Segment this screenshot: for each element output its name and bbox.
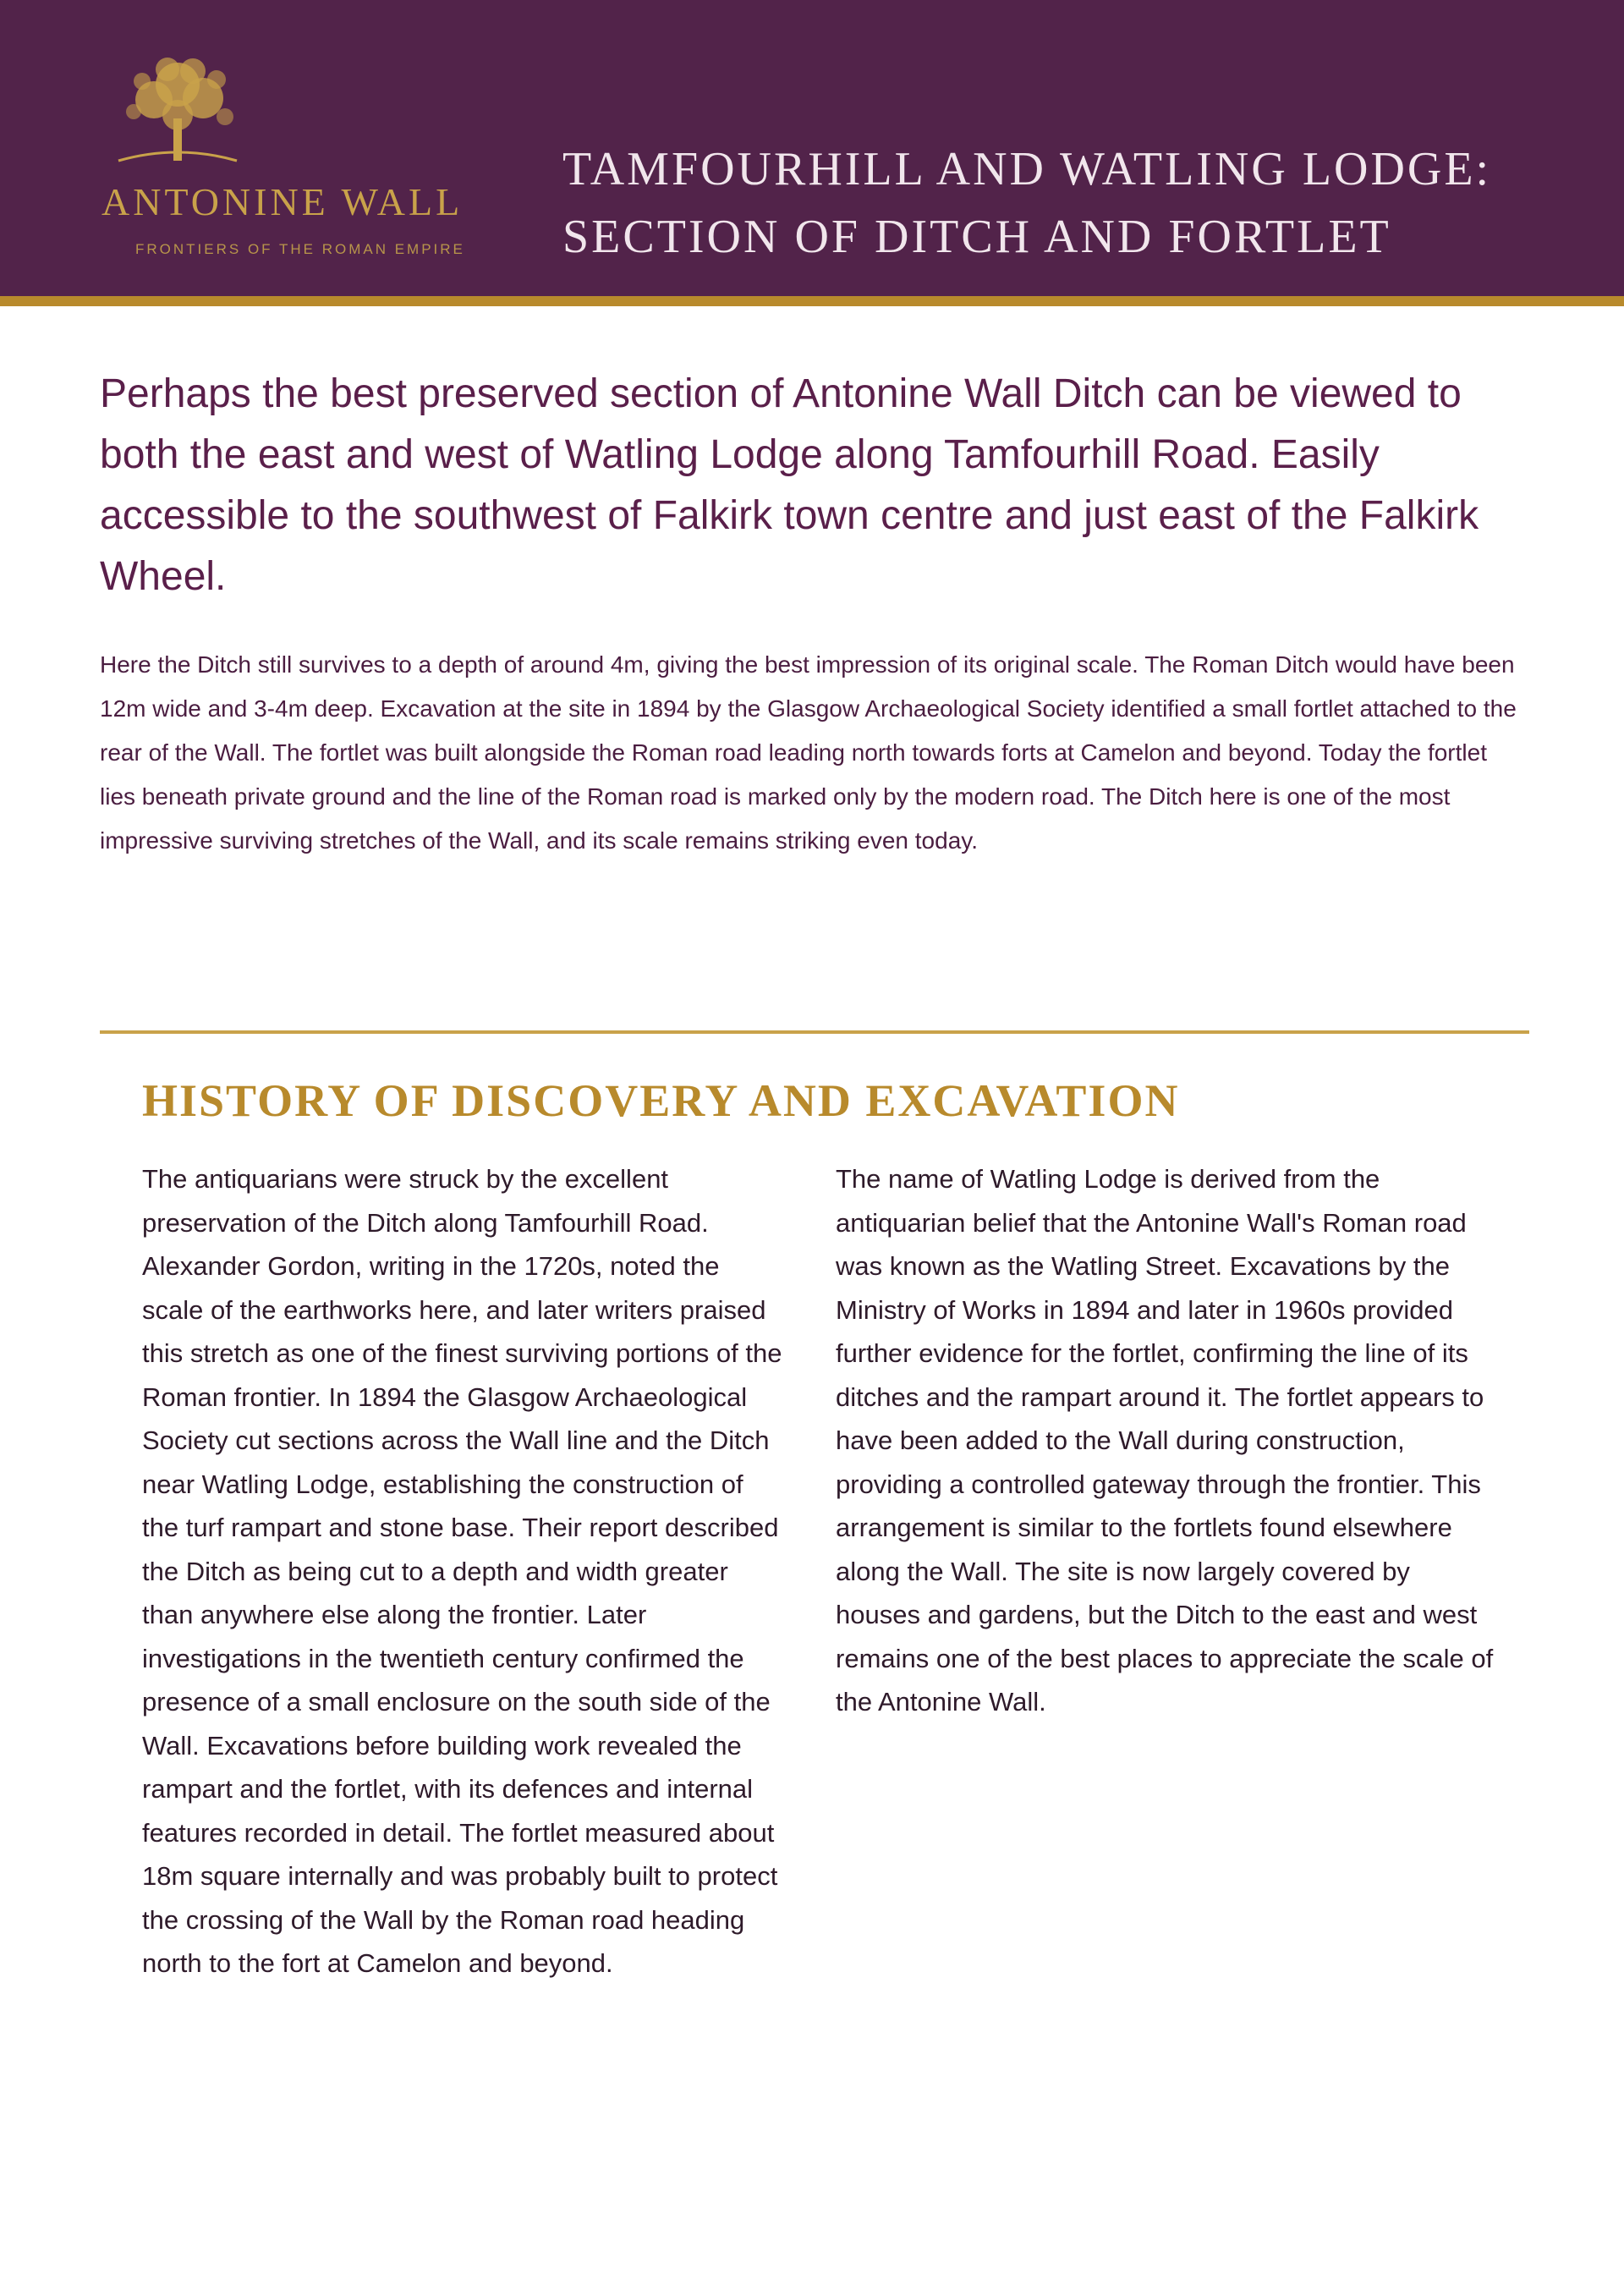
logo-name: ANTONINE WALL: [102, 180, 464, 223]
tree-emblem-icon: [93, 51, 262, 178]
page-title: TAMFOURHILL AND WATLING LODGE: SECTION OF DITCH AND FORTLET: [562, 143, 1492, 263]
section-divider: [100, 1030, 1529, 1034]
history-column-left: The antiquarians were struck by the excellent preservation of the Ditch along Tamfourhill Road. Alexander Gordon, writing in the 1720s, noted the scale of the earthworks here, and later writers praised this stretch as one of the finest surviving portions of the Roman frontier. In 1894 the Glasgow Archaeological Society cut sections across the Wall line and the Ditch near Watling Lodge, establishing the construction of the turf rampart and stone base. Their report described the Ditch as being cut to a depth and width greater than anywhere else along the frontier. Later investigations in the twentieth century confirmed the presence of a small enclosure on the south side of the Wall. Excavations before building work revealed the rampart and the fortlet, with its defences and internal features recorded in detail. The fortlet measured about 18m square internally and was probably built to protect the crossing of the Wall by the Roman road heading north to the fort at Camelon and beyond.: [142, 1164, 782, 1978]
header-gold-rule: [0, 296, 1624, 306]
lead-paragraph: Perhaps the best preserved section of Antonine Wall Ditch can be viewed to both the east and west of Watling Lodge along Tamfourhill Road. Easily accessible to the southwest of Falkirk town centre and just east of the Falkirk Wheel.: [100, 371, 1479, 599]
section-heading: HISTORY OF DISCOVERY AND EXCAVATION: [142, 1075, 1180, 1126]
intro-paragraph: Here the Ditch still survives to a depth of around 4m, giving the best impression of its original scale. The Roman Ditch would have been 12m wide and 3-4m deep. Excavation at the site in 1894 by the Glasgow Archaeological Society identified a small fortlet attached to the rear of the Wall. The fortlet was built alongside the Roman road leading north towards forts at Camelon and beyond. Today the fortlet lies beneath private ground and the line of the Roman road is marked only by the modern road. The Ditch here is one of the most impressive surviving stretches of the Wall, and its scale remains striking even today.: [100, 651, 1517, 854]
logo-subtitle: FRONTIERS OF THE ROMAN EMPIRE: [135, 241, 465, 257]
history-column-right: The name of Watling Lodge is derived from the antiquarian belief that the Antonine Wall's Roman road was known as the Watling Street. Excavations by the Ministry of Works in 1894 and later in 1960s provided further evidence for the fortlet, confirming the line of its ditches and the rampart around it. The fortlet appears to have been added to the Wall during construction, providing a controlled gateway through the frontier. This arrangement is similar to the fortlets found elsewhere along the Wall. The site is now largely covered by houses and gardens, but the Ditch to the east and west remains one of the best places to appreciate the scale of the Antonine Wall.: [836, 1164, 1494, 1717]
header-banner: [0, 0, 1624, 296]
antonine-wall-logo: [93, 51, 508, 271]
